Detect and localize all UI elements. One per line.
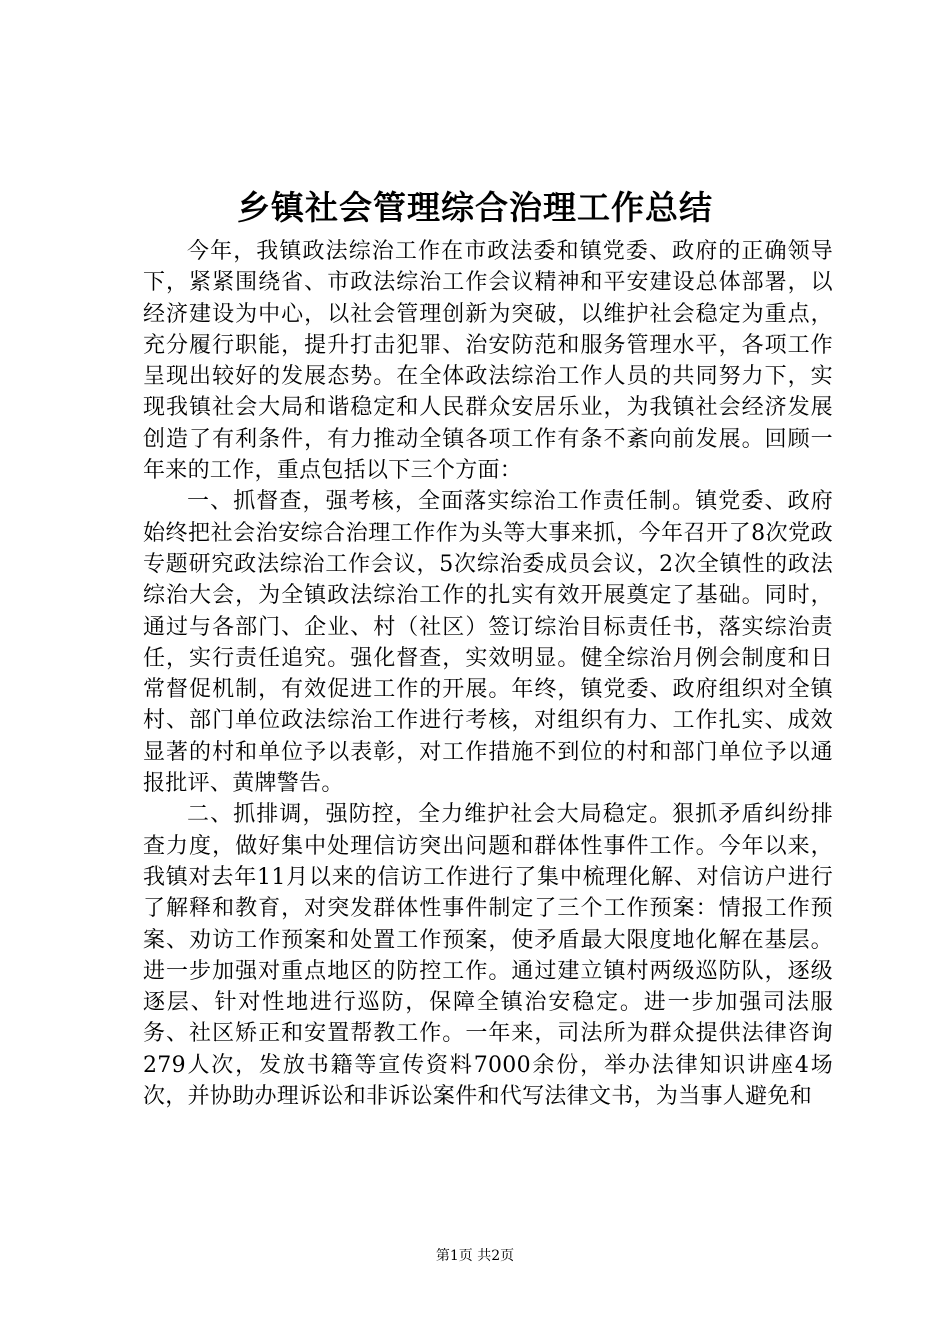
document-body (143, 236, 833, 1112)
document-title: 乡镇社会管理综合治理工作总结 (237, 188, 713, 227)
paragraph-intro: 今年，我镇政法综治工作在市政法委和镇党委、政府的正确领导下，紧紧围绕省、市政法综治工作会议精神和平安建设总体部署，以经济建设为中心，以社会管理创新为突破，以维护社会稳定为重点，充分履行职能，提升打击犯罪、治安防范和服务管理水平，各项工作呈现出较好的发展态势。在全体政法综治工作人员的共同努力下，实现我镇社会大局和谐稳定和人民群众安居乐业，为我镇社会经济发展创造了有利条件，有力推动全镇各项工作有条不紊向前发展。回顾一年来的工作，重点包括以下三个方面： (143, 239, 833, 484)
paragraph-section-2: 二、抓排调，强防控，全力维护社会大局稳定。狠抓矛盾纠纷排查力度，做好集中处理信访突出问题和群体性事件工作。今年以来，我镇对去年11月以来的信访工作进行了集中梳理化解、对信访户进行了解释和教育，对突发群体性事件制定了三个工作预案：情报工作预案、劝访工作预案和处置工作预案，使矛盾最大限度地化解在基层。进一步加强对重点地区的防控工作。通过建立镇村两级巡防队，逐级逐层、针对性地进行巡防，保障全镇治安稳定。进一步加强司法服务、社区矫正和安置帮教工作。一年来，司法所为群众提供法律咨询279人次，发放书籍等宣传资料7000余份，举办法律知识讲座4场次，并协助办理诉讼和非诉讼案件和代写法律文书，为当事人避免和 (143, 802, 833, 1110)
page-number-footer: 第1页 共2页 (435, 1248, 515, 1264)
paragraph-section-1: 一、抓督查，强考核，全面落实综治工作责任制。镇党委、政府始终把社会治安综合治理工作作为头等大事来抓，今年召开了8次党政专题研究政法综治工作会议，5次综治委成员会议，2次全镇性的政法综治大会，为全镇政法综治工作的扎实有效开展奠定了基础。同时，通过与各部门、企业、村（社区）签订综治目标责任书，落实综治责任，实行责任追究。强化督查，实效明显。健全综治月例会制度和日常督促机制，有效促进工作的开展。年终，镇党委、政府组织对全镇村、部门单位政法综治工作进行考核，对组织有力、工作扎实、成效显著的村和单位予以表彰，对工作措施不到位的村和部门单位予以通报批评、黄牌警告。 (143, 489, 833, 797)
